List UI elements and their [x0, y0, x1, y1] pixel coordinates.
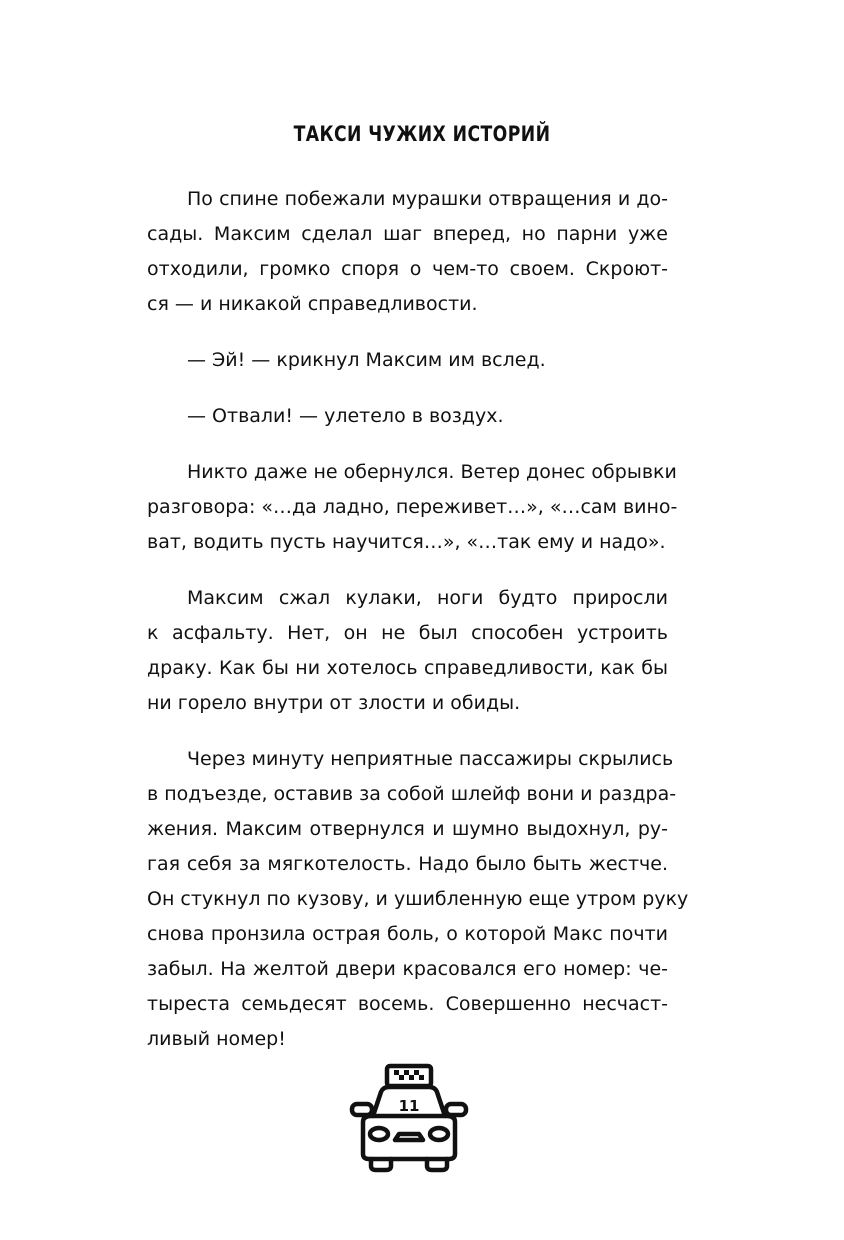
- taxi-car-icon: [349, 1062, 469, 1174]
- text-line: ливый номер!: [147, 1028, 286, 1050]
- text-line: снова пронзила острая боль, о которой Макс почти: [147, 923, 668, 945]
- text-line: разговора: «…да ладно, переживет…», «…сам вино-: [147, 496, 678, 518]
- taxi-number: 11: [398, 1097, 420, 1115]
- body-text: [147, 182, 689, 1078]
- paragraph-3: [147, 399, 668, 434]
- text-line: — Отвали! — улетело в воздух.: [187, 405, 504, 427]
- text-line: ся — и никакой справедливости.: [147, 293, 478, 315]
- text-line: Он стукнул по кузову, и ушибленную еще утром руку: [147, 888, 689, 910]
- paragraph-6: [147, 742, 689, 1057]
- text-line: Никто даже не обернулся. Ветер донес обрывки: [187, 461, 677, 483]
- running-title: ТАКСИ ЧУЖИХ ИСТОРИЙ: [293, 122, 551, 146]
- text-line: — Эй! — крикнул Максим им вслед.: [187, 349, 546, 371]
- paragraph-2: [147, 343, 668, 378]
- text-line: отходили, громко споря о чем-то своем. Скроют-: [147, 258, 668, 280]
- text-line: драку. Как бы ни хотелось справедливости, как бы: [147, 657, 668, 679]
- text-line: жения. Максим отвернулся и шумно выдохнул, ру-: [147, 818, 668, 840]
- text-line: тыреста семьдесят восемь. Совершенно несчаст-: [147, 993, 668, 1015]
- paragraph-1: [147, 182, 668, 322]
- text-line: к асфальту. Нет, он не был способен устроить: [147, 622, 668, 644]
- paragraph-5: [147, 581, 668, 721]
- text-line: забыл. На желтой двери красовался его номер: че-: [147, 958, 668, 980]
- text-line: Через минуту неприятные пассажиры скрылись: [187, 748, 674, 770]
- text-line: сады. Максим сделал шаг вперед, но парни уже: [147, 223, 668, 245]
- text-line: ни горело внутри от злости и обиды.: [147, 692, 521, 714]
- checker-pattern: [394, 1070, 424, 1080]
- paragraph-4: [147, 455, 678, 560]
- text-line: гая себя за мягкотелость. Надо было быть жестче.: [147, 853, 668, 875]
- text-line: ват, водить пусть научится…», «…так ему и надо».: [147, 531, 666, 553]
- text-line: Максим сжал кулаки, ноги будто приросли: [187, 587, 668, 609]
- text-line: По спине побежали мурашки отвращения и до-: [187, 188, 668, 210]
- text-line: в подъезде, оставив за собой шлейф вони и раздра-: [147, 783, 677, 805]
